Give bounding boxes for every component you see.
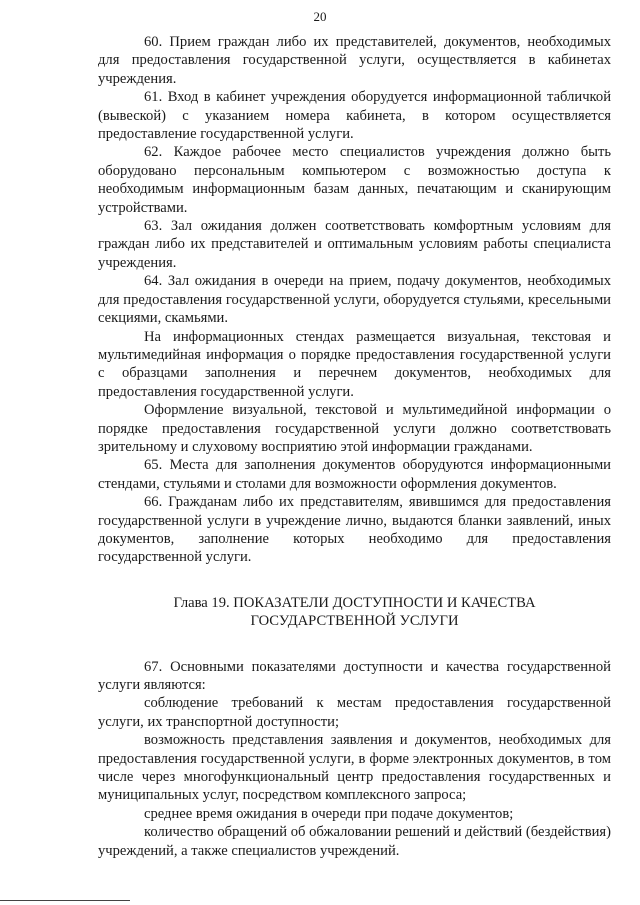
paragraph-60: 60. Прием граждан либо их представителей, документов, необходимых для предоставления государственной услуги, осуществляется в кабинетах учреждения. bbox=[98, 34, 611, 87]
paragraph-67: 67. Основными показателями доступности и качества государственной услуги являются: bbox=[98, 658, 611, 693]
paragraph-63: 63. Зал ожидания должен соответствовать комфортным условиям для граждан либо их представителей и оптимальным условиям работы специалиста учреждения. bbox=[98, 218, 611, 271]
paragraph-indicator-electronic: возможность представления заявления и документов, необходимых для предоставления государственной услуги, в форме электронных документов, в том числе через многофункциональный центр предоставления государственных и муниципальных услуг, посредством комплексного запроса; bbox=[98, 732, 611, 804]
footer-rule bbox=[0, 900, 130, 901]
paragraph-indicator-requirements: соблюдение требований к местам предоставления государственной услуги, их транспортной доступности; bbox=[98, 695, 611, 730]
paragraph-66: 66. Гражданам либо их представителям, явившимся для предоставления государственной услуги в учреждение лично, выдаются бланки заявлений, иных документов, заполнение которых необходимо для предоставления государственной услуги. bbox=[98, 494, 611, 566]
heading-spacer bbox=[98, 631, 611, 658]
page-number: 20 bbox=[313, 9, 327, 24]
chapter-heading-line-2: ГОСУДАРСТВЕННОЙ УСЛУГИ bbox=[250, 613, 459, 630]
paragraph-62: 62. Каждое рабочее место специалистов учреждения должно быть оборудовано персональным компьютером с возможностью доступа к необходимым информационным базам данных, печатающим и сканирующим устройствами. bbox=[98, 144, 611, 216]
paragraph-65: 65. Места для заполнения документов оборудуются информационными стендами, стульями и столами для возможности оформления документов. bbox=[98, 457, 611, 492]
chapter-heading-line-1: Глава 19. ПОКАЗАТЕЛИ ДОСТУПНОСТИ И КАЧЕСТВА bbox=[173, 594, 536, 611]
paragraph-64: 64. Зал ожидания в очереди на прием, подачу документов, необходимых для предоставления государственной услуги, оборудуется стульями, кресельными секциями, скамьями. bbox=[98, 273, 611, 327]
paragraph-61: 61. Вход в кабинет учреждения оборудуется информационной табличкой (вывеской) с указанием номера кабинета, в котором осуществляется предоставление государственной услуги. bbox=[98, 89, 611, 143]
chapter-heading bbox=[98, 594, 611, 631]
document-body bbox=[98, 33, 611, 860]
paragraph-indicator-wait-time: среднее время ожидания в очереди при подаче документов; bbox=[144, 805, 514, 822]
paragraph-info-stands: На информационных стендах размещается визуальная, текстовая и мультимедийная информация о порядке предоставления государственной услуги с образцами заполнения и перечнем документов, необходимых для предоставления государственной услуги. bbox=[98, 328, 611, 400]
paragraph-info-design: Оформление визуальной, текстовой и мультимедийной информации о порядке предоставления государственной услуги должно соответствовать зрительному и слуховому восприятию этой информации гражданами. bbox=[98, 402, 611, 455]
paragraph-indicator-complaints: количество обращений об обжаловании решений и действий (бездействия) учреждений, а также специалистов учреждений. bbox=[98, 824, 611, 859]
